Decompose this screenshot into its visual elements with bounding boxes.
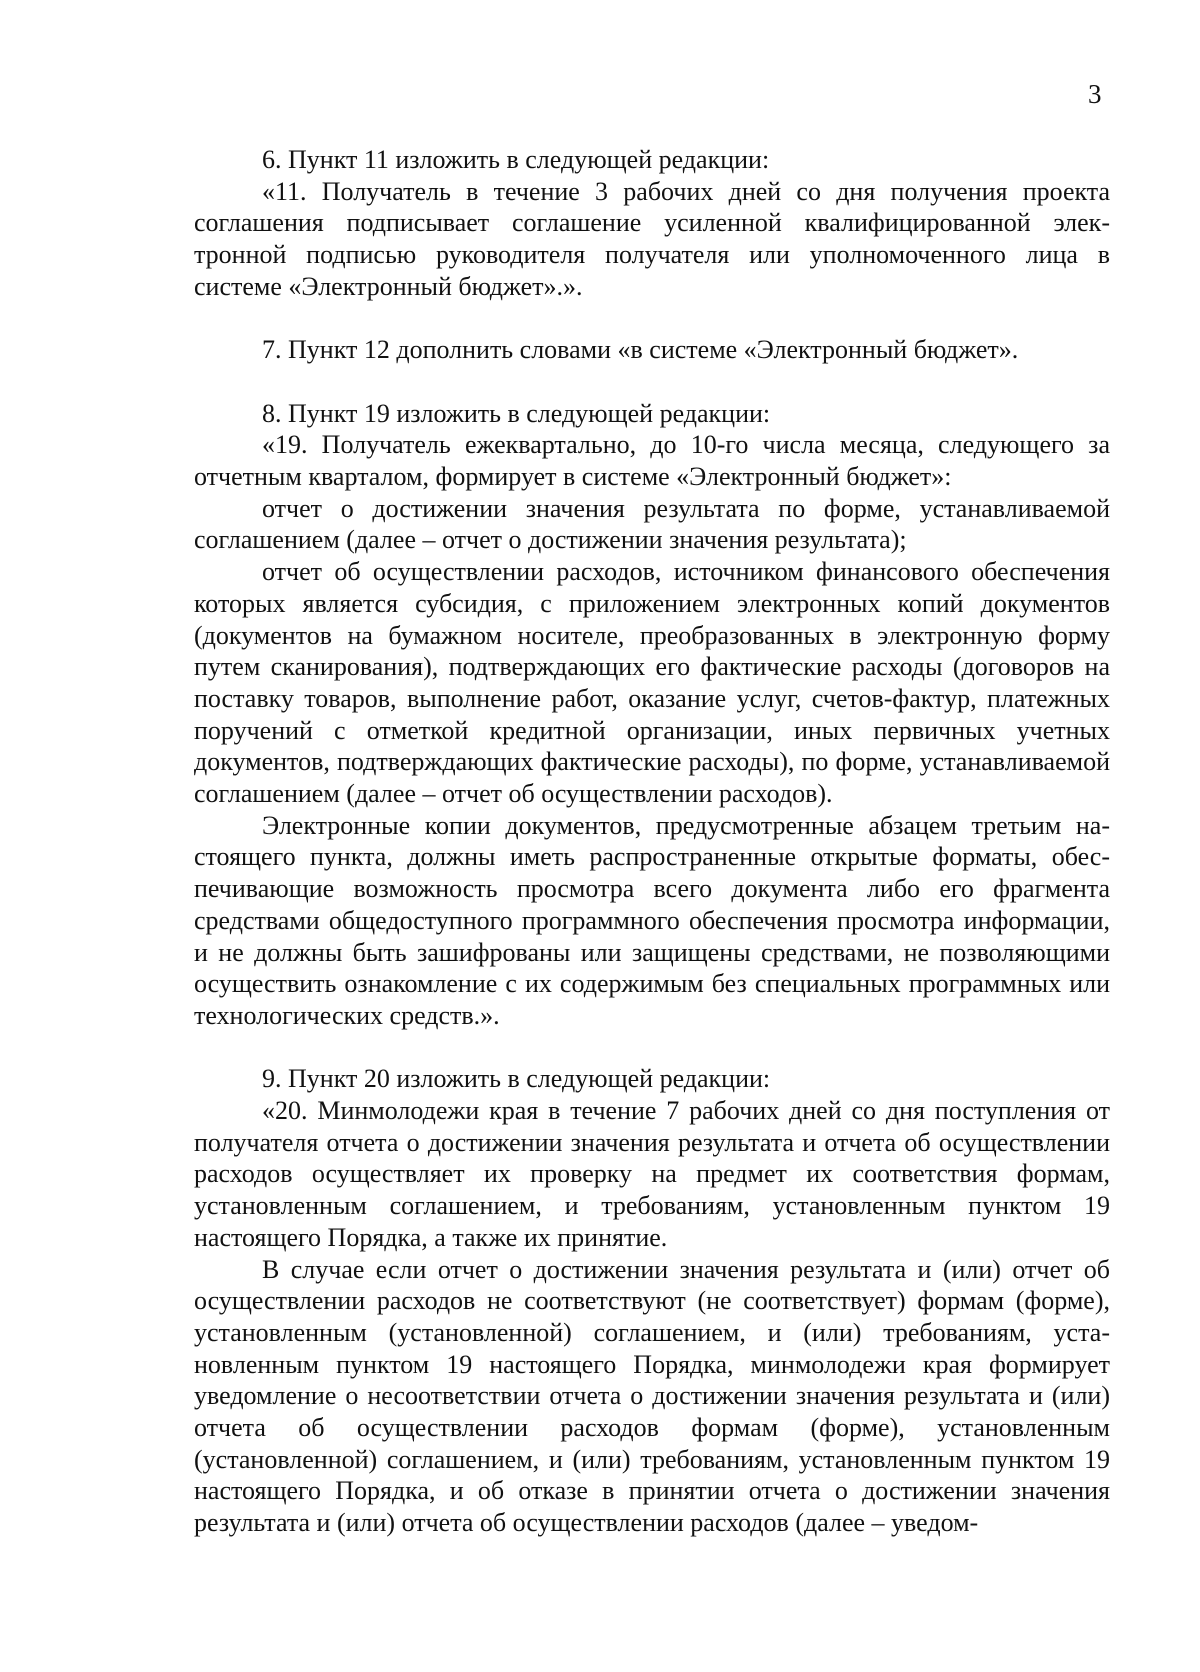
page-number: 3 xyxy=(1088,79,1102,109)
paragraph-result-report: отчет о достижении значения результата по форме, устанавливаемой соглашением (далее – отчет о достижении значения результата); xyxy=(194,493,1110,555)
paragraph-expense-report: отчет об осуществлении расходов, источником финансового обеспечения которых является субсидия, с приложением электронных копий документов (документов на бумажном носителе, преобразованных в электронную форму путем сканирования), подтверждающих его фактические расходы (договоров на поставку товаров, выполнение работ, оказание услуг, счетов-фактур, платежных поручений с отметкой кредитной организации, иных первичных учетных документов, подтверждающих фактические расходы), по форме, устанавливаемой соглашением (далее – отчет об осуществлении расходов). xyxy=(194,557,1110,809)
paragraph-item-20-text: «20. Минмолодежи края в течение 7 рабочих дней со дня поступления от получателя отчета о достижении значения результата и отчета об осуществлении расходов осуществляет их проверку на предмет их соответствия формам, установленным соглашением, и требованиям, установленным пунктом 19 настоящего Порядка, а также их принятие. xyxy=(194,1096,1110,1252)
paragraph-item-11-text: «11. Получатель в течение 3 рабочих дней со дня получения проекта соглашения подписывает соглашение усиленной квалифицированной электронной подписью руководителя получателя или уполномоченного лица в системе «Электронный бюджет».». xyxy=(194,176,1110,301)
paragraph-item-19-intro: «19. Получатель ежеквартально, до 10-го числа месяца, следующего за отчетным кварталом, формирует в системе «Электронный бюджет»: xyxy=(194,430,1110,491)
paragraph-item-6-heading: 6. Пункт 11 изложить в следующей редакции: xyxy=(262,145,770,174)
document-body xyxy=(194,144,1110,1539)
paragraph-item-7: 7. Пункт 12 дополнить словами «в системе «Электронный бюджет». xyxy=(262,335,1019,365)
paragraph-noncompliance: В случае если отчет о достижении значения результата и (или) отчет об осуществлении расходов не соответствуют (не соответствует) формам (форме), установленным (установленной) соглашением, и (или) требованиям, установленным пунктом 19 настоящего Порядка, минмолодежи края формирует уведомление о несоответствии отчета о достижении значения результата и (или) отчета об осуществлении расходов формам (форме), установленным (установленной) соглашением, и (или) требованиям, установленным пунктом 19 настоящего Порядка, и об отказе в принятии отчета о достижении значения результата и (или) отчета об осуществлении расходов (далее – уведом- xyxy=(194,1254,1110,1538)
paragraph-item-9-heading: 9. Пункт 20 изложить в следующей редакции: xyxy=(262,1064,771,1094)
paragraph-item-8-heading: 8. Пункт 19 изложить в следующей редакции: xyxy=(262,398,771,428)
paragraph-electronic-copies: Электронные копии документов, предусмотренные абзацем третьим настоящего пункта, должны иметь распространенные открытые форматы, обеспечивающие возможность просмотра всего документа либо его фрагмента средствами общедоступного программного обеспечения просмотра информации, и не должны быть зашифрованы или защищены средствами, не позволяющими осуществить ознакомление с их содержимым без специальных программных или технологических средств.». xyxy=(194,810,1110,1030)
